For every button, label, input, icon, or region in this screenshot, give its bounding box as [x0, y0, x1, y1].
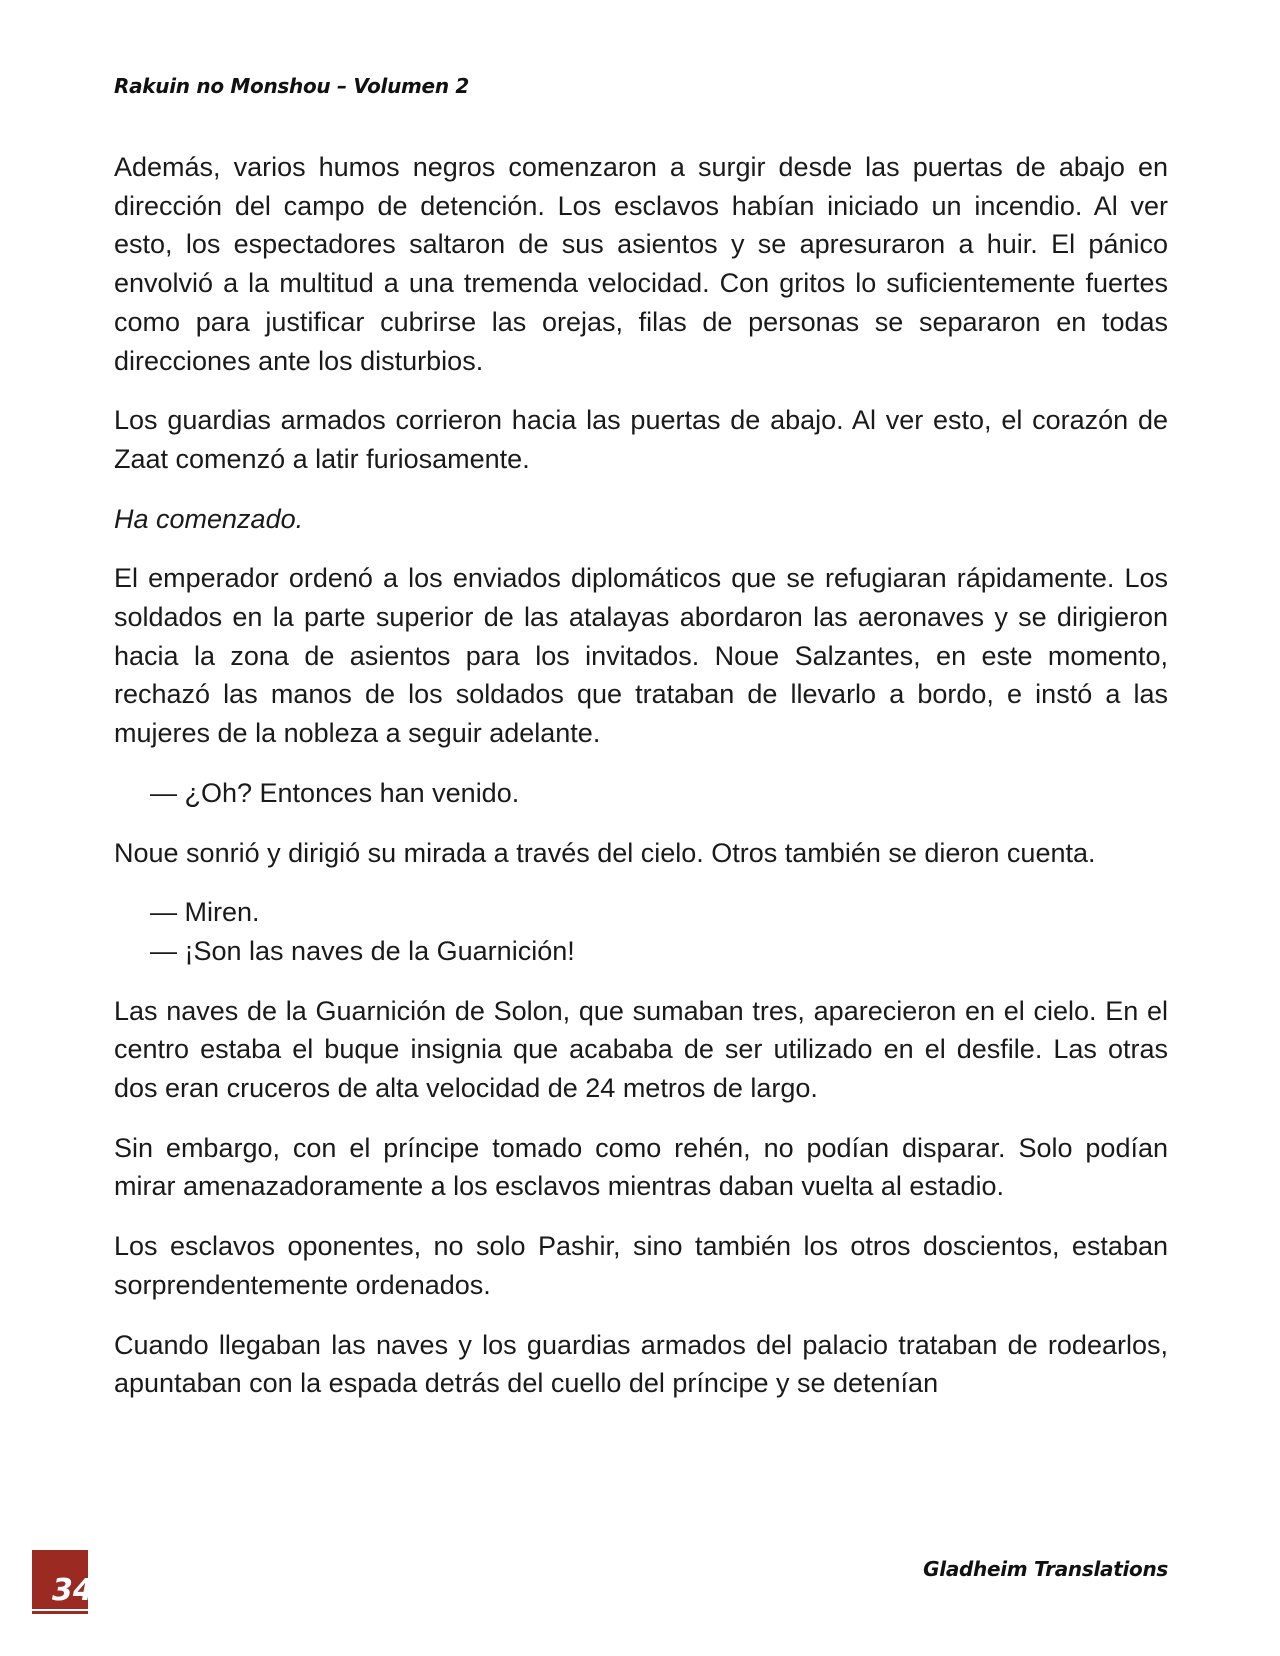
page-number-underline	[32, 1609, 88, 1611]
dialogue-line: — ¿Oh? Entonces han venido.	[150, 777, 520, 808]
paragraph: Cuando llegaban las naves y los guardias armados del palacio trataban de rodearlos, apuntaban con la espada detrás del cuello del príncipe y se detenían	[114, 1329, 1168, 1399]
dialogue-group	[114, 893, 1168, 970]
paragraph: Las naves de la Guarnición de Solon, que sumaban tres, aparecieron en el cielo. En el centro estaba el buque insignia que acababa de ser utilizado en el desfile. Las otras dos eran cruceros de alta velocidad de 24 metros de largo.	[114, 995, 1168, 1104]
footer-credit: Gladheim Translations	[923, 1557, 1168, 1581]
paragraph: El emperador ordenó a los enviados diplomáticos que se refugiaran rápidamente. Los soldados en la parte superior de las atalayas abordaron las aeronaves y se dirigieron hacia la zona de asientos para los invitados. Noue Salzantes, en este momento, rechazó las manos de los soldados que trataban de llevarlo a bordo, e instó a las mujeres de la nobleza a seguir adelante.	[114, 563, 1168, 749]
paragraph: Además, varios humos negros comenzaron a surgir desde las puertas de abajo en dirección del campo de detención. Los esclavos habían iniciado un incendio. Al ver esto, los espectadores saltaron de sus asientos y se apresuraron a huir. El pánico envolvió a la multitud a una tremenda velocidad. Con gritos lo suficientemente fuertes como para justificar cubrirse las orejas, filas de personas se separaron en todas direcciones ante los disturbios.	[114, 152, 1168, 376]
paragraph: Los guardias armados corrieron hacia las puertas de abajo. Al ver esto, el corazón de Zaat comenzó a latir furiosamente.	[114, 405, 1168, 474]
page-number: 34	[52, 1573, 94, 1608]
dialogue-line: — ¡Son las naves de la Guarnición!	[150, 935, 575, 966]
italic-thought: Ha comenzado.	[114, 503, 304, 534]
page-body	[114, 148, 1168, 1424]
paragraph: Noue sonrió y dirigió su mirada a través del cielo. Otros también se dieron cuenta.	[114, 837, 1096, 868]
running-header: Rakuin no Monshou – Volumen 2	[114, 74, 470, 98]
paragraph: Sin embargo, con el príncipe tomado como rehén, no podían disparar. Solo podían mirar amenazadoramente a los esclavos mientras daban vuelta al estadio.	[114, 1132, 1168, 1202]
paragraph: Los esclavos oponentes, no solo Pashir, sino también los otros doscientos, estaban sorprendentemente ordenados.	[114, 1231, 1168, 1300]
dialogue-line: — Miren.	[150, 897, 260, 928]
